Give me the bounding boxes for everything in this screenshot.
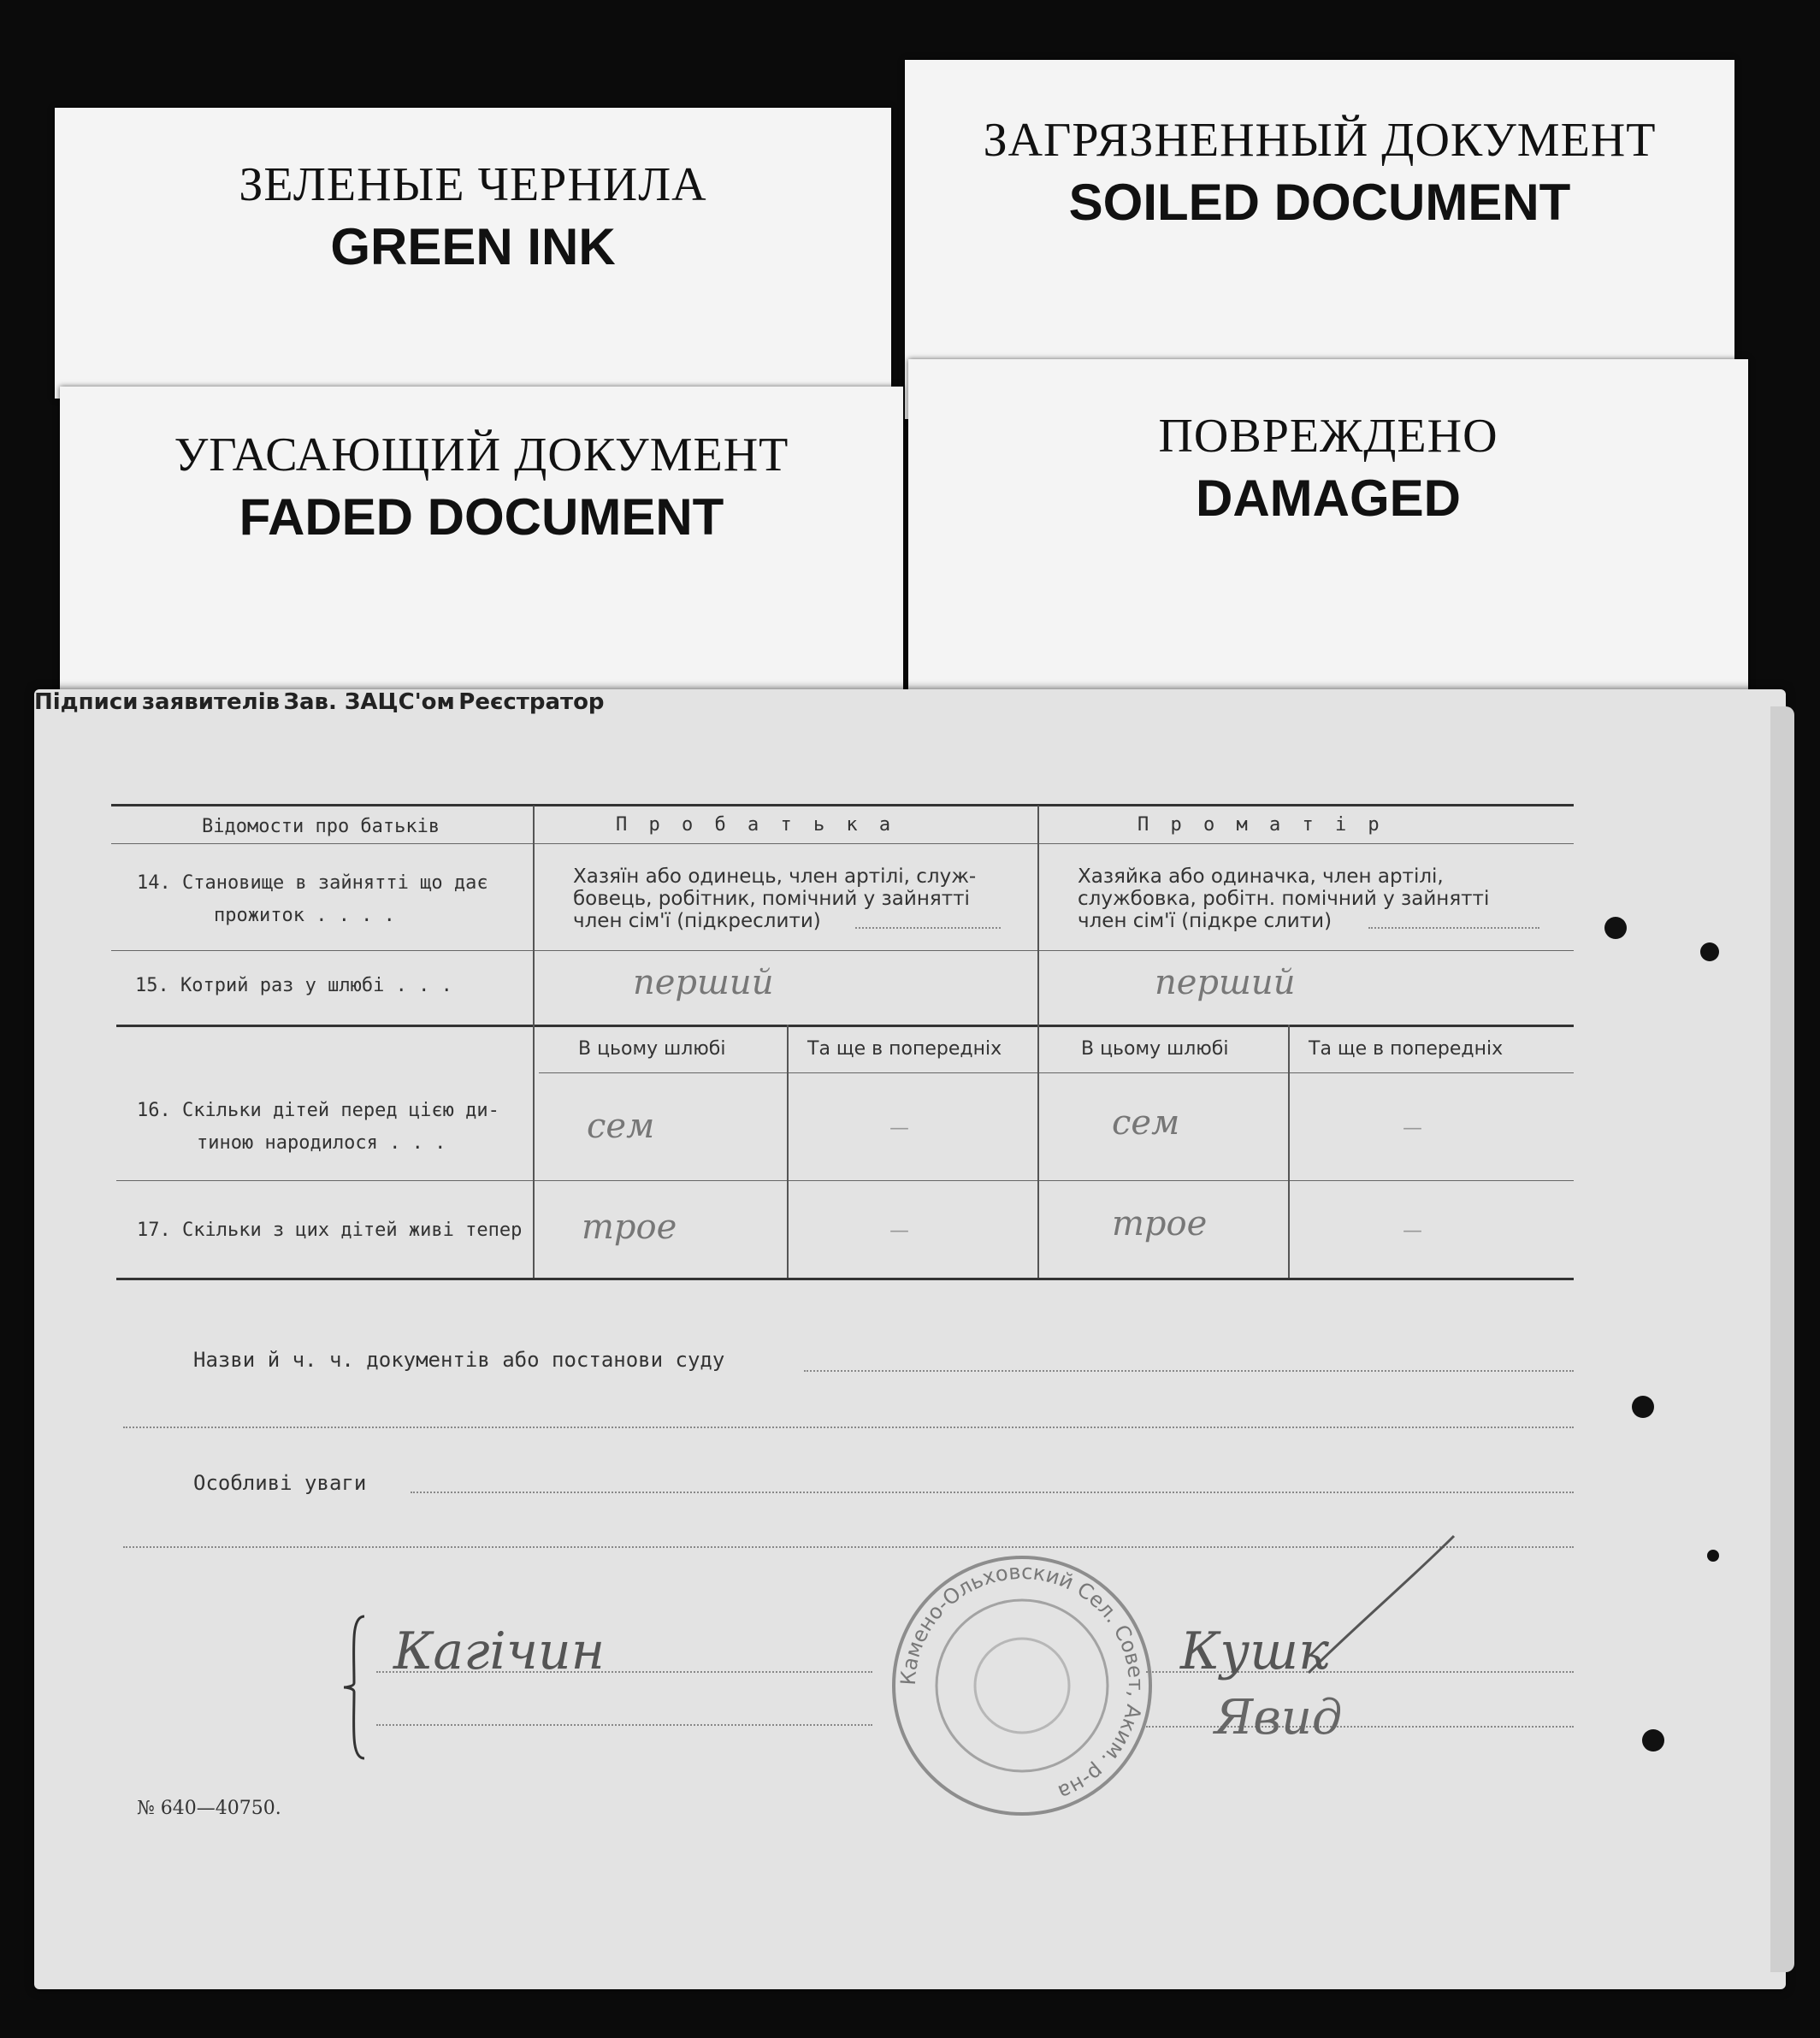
row14-father-line1: Хазяїн або одинець, член артілі, служ- — [573, 865, 977, 888]
stamp-text: Камено-Ольховский Сел. Совет, Аким. р-на — [895, 1559, 1149, 1805]
signatures-label-line1: Підписи — [34, 689, 139, 715]
punch-hole — [1700, 942, 1719, 961]
subheader-father-previous: Та ще в попередніх — [807, 1038, 1002, 1060]
subheader-mother-this: В цьому шлюбі — [1081, 1038, 1229, 1060]
svg-text:Камено-Ольховский Сел. Совет, — [896, 1560, 1148, 1805]
row14-label-line1: 14. Становище в зайнятті що дає — [137, 872, 488, 894]
label-card-green-ink — [55, 108, 891, 399]
subheader-rule — [539, 1072, 1574, 1073]
label-en: FADED DOCUMENT — [239, 488, 724, 546]
row16-rule — [116, 1180, 1574, 1181]
row14-mother-line2: службовка, робітн. помічний у зайнятті — [1078, 888, 1490, 910]
row14-father-line2: бовець, робітник, помічний у зайнятті — [573, 888, 970, 910]
label-card-damaged — [908, 359, 1748, 701]
subheader-father-this: В цьому шлюбі — [578, 1038, 726, 1060]
punch-hole — [1604, 917, 1627, 939]
label-en: DAMAGED — [1196, 470, 1461, 527]
label-en: SOILED DOCUMENT — [1068, 174, 1571, 231]
row14-father-line3: член сім'ї (підкреслити) — [573, 910, 821, 932]
head-label: Зав. ЗАЦС'ом — [283, 689, 455, 715]
label-ru: УГАСАЮЩИЙ ДОКУМЕНТ — [174, 428, 789, 481]
header-rule — [111, 843, 1574, 844]
row17-father-prev: — — [889, 1220, 909, 1242]
header-col-father: П р о б а т ь к а — [616, 814, 896, 836]
label-ru: ЗАГРЯЗНЕННЫЙ ДОКУМЕНТ — [983, 114, 1657, 167]
table-top-rule — [111, 804, 1574, 806]
row15-label: 15. Котрий раз у шлюбі . . . — [135, 975, 452, 996]
row14-rule — [111, 950, 1574, 951]
signatures-label-line2: заявителів — [141, 689, 281, 715]
row14-mother-line3: член сім'ї (підкре слити) — [1078, 910, 1332, 932]
row15-father-value: перший — [633, 963, 774, 1002]
punch-hole — [1632, 1396, 1654, 1418]
documents-dots-2 — [123, 1427, 1574, 1428]
row15-mother-value: перший — [1155, 963, 1296, 1002]
applicant-signature: Кагічин — [393, 1622, 606, 1681]
row16-mother-this: сем — [1112, 1103, 1180, 1143]
header-col-mother: П р о м а т і р — [1138, 814, 1385, 836]
col-divider-2 — [1037, 806, 1039, 1278]
row17-mother-prev: — — [1403, 1220, 1422, 1242]
label-ru: ПОВРЕЖДЕНО — [1158, 410, 1498, 463]
page-edge — [1770, 706, 1794, 1972]
head-signature: Кушк — [1180, 1622, 1329, 1681]
row14-father-dots — [855, 927, 1001, 929]
header-col-parents: Відомости про батьків — [202, 816, 440, 837]
row17-father-this: трое — [582, 1208, 677, 1247]
official-stamp — [881, 1545, 1163, 1827]
notes-dots-1 — [411, 1492, 1574, 1493]
row17-label: 17. Скільки з цих дітей живі тепер — [137, 1220, 523, 1241]
notes-label: Особливі уваги — [193, 1471, 367, 1495]
row16-mother-prev: — — [1403, 1117, 1422, 1139]
row16-father-prev: — — [889, 1117, 909, 1139]
col-divider-4 — [1288, 1025, 1290, 1278]
label-card-faded-document — [60, 387, 903, 703]
registration-form-page — [34, 689, 1786, 1989]
label-ru: ЗЕЛЕНЫЕ ЧЕРНИЛА — [239, 158, 707, 211]
signatures-brace — [342, 1615, 368, 1760]
documents-label: Назви й ч. ч. документів або постанови суду — [193, 1348, 725, 1372]
signature-flourish — [1300, 1527, 1471, 1681]
row16-father-this: сем — [587, 1107, 655, 1146]
table-bottom-rule — [116, 1278, 1574, 1280]
row15-rule — [116, 1025, 1574, 1027]
col-divider-1 — [533, 806, 535, 1278]
punch-hole — [1707, 1550, 1719, 1562]
row17-mother-this: трое — [1112, 1204, 1208, 1243]
label-en: GREEN INK — [330, 218, 616, 275]
row14-mother-line1: Хазяйка або одиначка, член артілі, — [1078, 865, 1444, 888]
row14-label-line2: прожиток . . . . — [214, 905, 395, 926]
registrar-signature: Явид — [1214, 1690, 1343, 1746]
subheader-mother-previous: Та ще в попередніх — [1309, 1038, 1504, 1060]
applicant-dots-2 — [376, 1724, 872, 1726]
documents-dots-1 — [804, 1370, 1574, 1372]
punch-hole — [1642, 1729, 1664, 1751]
row14-mother-dots — [1368, 927, 1539, 929]
registrar-label: Реєстратор — [458, 689, 605, 715]
row16-label-line2: тиною народилося . . . — [197, 1132, 446, 1154]
form-number: № 640—40750. — [137, 1798, 281, 1819]
registrar-dots — [1146, 1726, 1574, 1728]
col-divider-3 — [787, 1025, 789, 1278]
row16-label-line1: 16. Скільки дітей перед цією ди- — [137, 1100, 499, 1121]
